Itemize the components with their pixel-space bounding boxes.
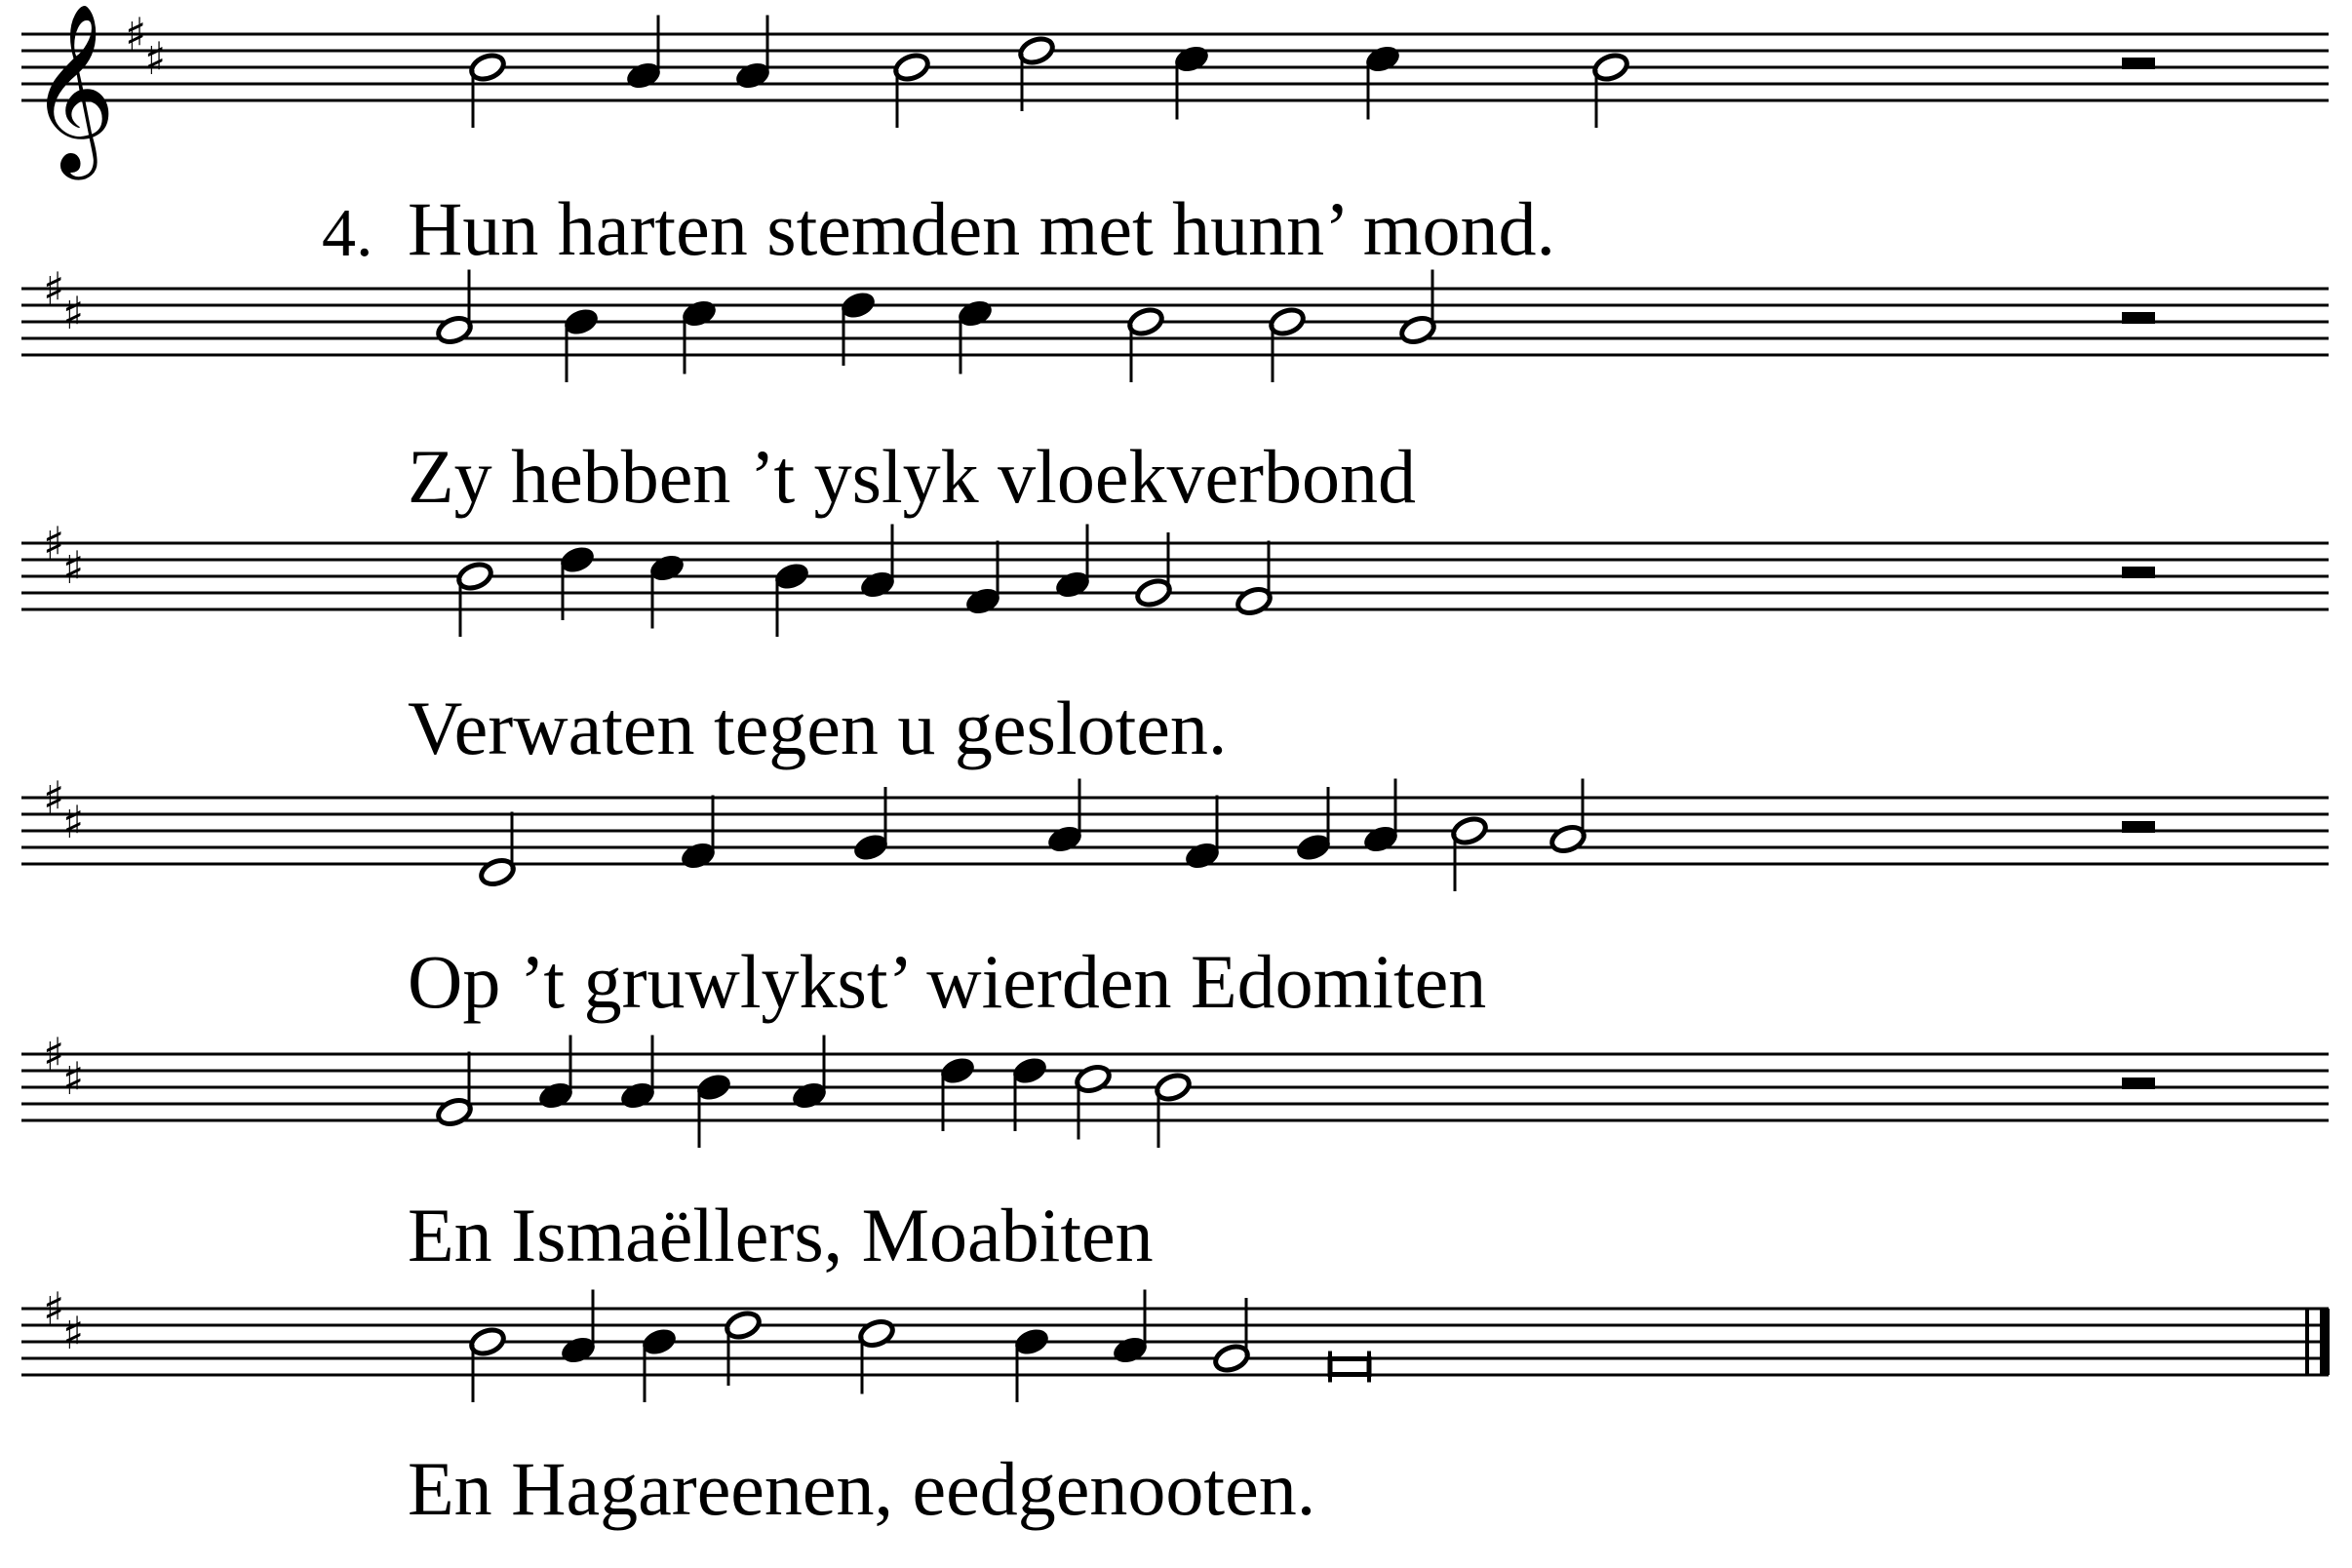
half-rest-icon: [2122, 821, 2155, 833]
half-rest-icon: [2122, 58, 2155, 69]
treble-clef-icon: 𝄞: [29, 3, 116, 173]
half-rest-icon: [2122, 567, 2155, 578]
lyric-line-4: Op ’t gruwlykst’ wierden Edomiten: [408, 939, 1487, 1024]
sharp-icon: ♯: [62, 796, 85, 848]
lyric-line-2: Zy hebben ’t yslyk vloekverbond: [408, 434, 1417, 519]
lyric-line-6: En Hagareenen, eedgenooten.: [408, 1446, 1316, 1531]
sharp-icon: ♯: [43, 1282, 65, 1335]
sharp-icon: ♯: [125, 8, 147, 60]
sharp-icon: ♯: [43, 771, 65, 824]
note-head: [1330, 1359, 1369, 1375]
sharp-icon: ♯: [62, 1307, 85, 1359]
half-rest-icon: [2122, 1078, 2155, 1089]
sharp-icon: ♯: [43, 262, 65, 315]
lyric-line-1: Hun harten stemden met hunn’ mond.: [408, 186, 1555, 271]
sharp-icon: ♯: [62, 287, 85, 339]
half-rest-icon: [2122, 312, 2155, 324]
lyric-line-3: Verwaten tegen u gesloten.: [408, 686, 1228, 770]
sharp-icon: ♯: [43, 1028, 65, 1080]
lyric-line-5: En Ismaëllers, Moabiten: [408, 1193, 1154, 1277]
sharp-icon: ♯: [62, 541, 85, 594]
sharp-icon: ♯: [144, 32, 167, 85]
sharp-icon: ♯: [43, 517, 65, 569]
verse-number: 4.: [322, 196, 373, 271]
sharp-icon: ♯: [62, 1052, 85, 1105]
